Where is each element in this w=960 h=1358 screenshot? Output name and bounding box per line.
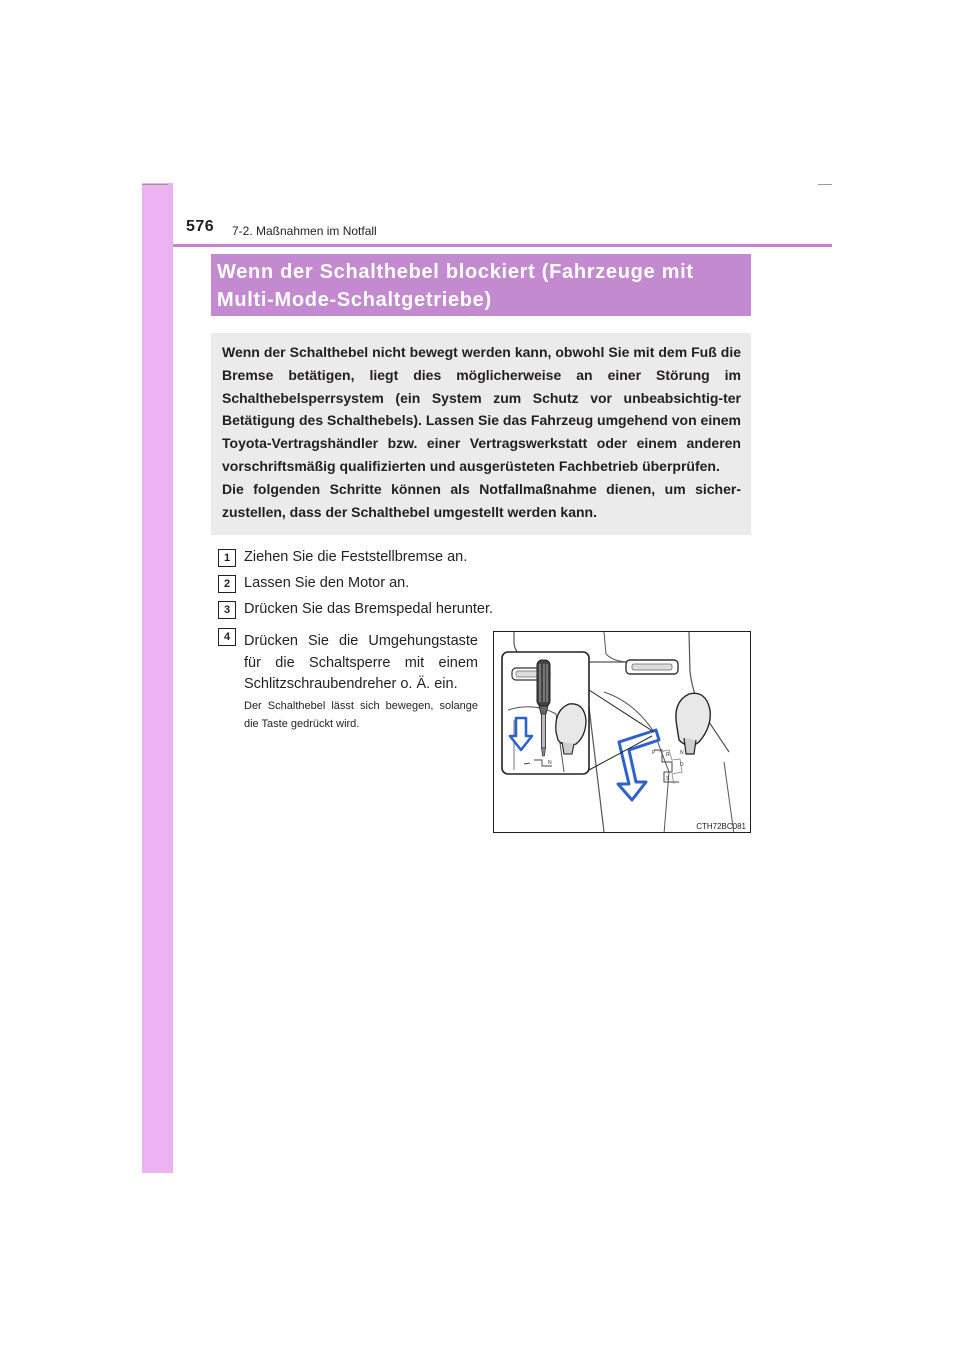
shift-lock-illustration	[493, 631, 751, 833]
page-number: 576	[186, 218, 215, 235]
step-4-badge: 4	[218, 628, 236, 646]
step-2-badge: 2	[218, 575, 236, 593]
step-4-note: Der Schalthebel lässt sich bewegen, solange die Taste gedrückt wird.	[244, 700, 478, 730]
crop-mark-left	[142, 184, 168, 185]
side-band	[142, 183, 173, 1173]
shift-lock-drawing	[494, 632, 751, 833]
step-3-badge: 3	[218, 601, 236, 619]
intro-box	[211, 333, 751, 535]
crop-mark-right	[818, 184, 832, 185]
section-title-line-1: Wenn der Schalthebel blockiert (Fahrzeuge mit	[217, 261, 694, 283]
section-title-banner	[211, 254, 751, 316]
gate-letter-d: D	[680, 762, 684, 768]
intro-paragraph-2: Die folgenden Schritte können als Notfallmaßnahme dienen, um sicher-zustellen, dass der Schalthebel umgestellt werden kann.	[222, 480, 741, 520]
intro-paragraph-1: Wenn der Schalthebel nicht bewegt werden kann, obwohl Sie mit dem Fuß die Bremse betätigen, liegt dies möglicherweise an einer Störung im Schalthebelsperrsystem (ein System zum Schutz vor unbeabsichtig-ter Betätigung des Schalthebels). Lassen Sie das Fahrzeug umgehend von einem Toyota-Vertragshändler bzw. einer Vertragswerkstatt oder einem anderen vorschriftsmäßig qualifizierten und ausgerüsteten Fachbetrieb überprüfen.	[222, 344, 741, 474]
figure-code: CTH72BC081	[696, 822, 746, 831]
step-4-text: Drücken Sie die Umgehungstaste für die Schaltsperre mit einem Schlitzschraubendreher o. Ä. ein.	[244, 633, 478, 692]
section-label: 7-2. Maßnahmen im Notfall	[232, 224, 377, 238]
gate-letter-n: N	[680, 750, 684, 756]
step-2-text: Lassen Sie den Motor an.	[244, 575, 410, 591]
section-title-line-2: Multi-Mode-Schaltgetriebe)	[217, 289, 492, 311]
inset-gate-letter: N	[548, 760, 552, 766]
gate-letter-r: R	[666, 752, 670, 758]
gate-letter-s: S	[666, 776, 670, 782]
step-3-text: Drücken Sie das Bremspedal herunter.	[244, 601, 494, 617]
step-1-badge: 1	[218, 549, 236, 567]
gate-letter-p: P	[652, 750, 656, 756]
header-rule	[173, 244, 832, 247]
step-1-text: Ziehen Sie die Feststellbremse an.	[244, 549, 468, 565]
